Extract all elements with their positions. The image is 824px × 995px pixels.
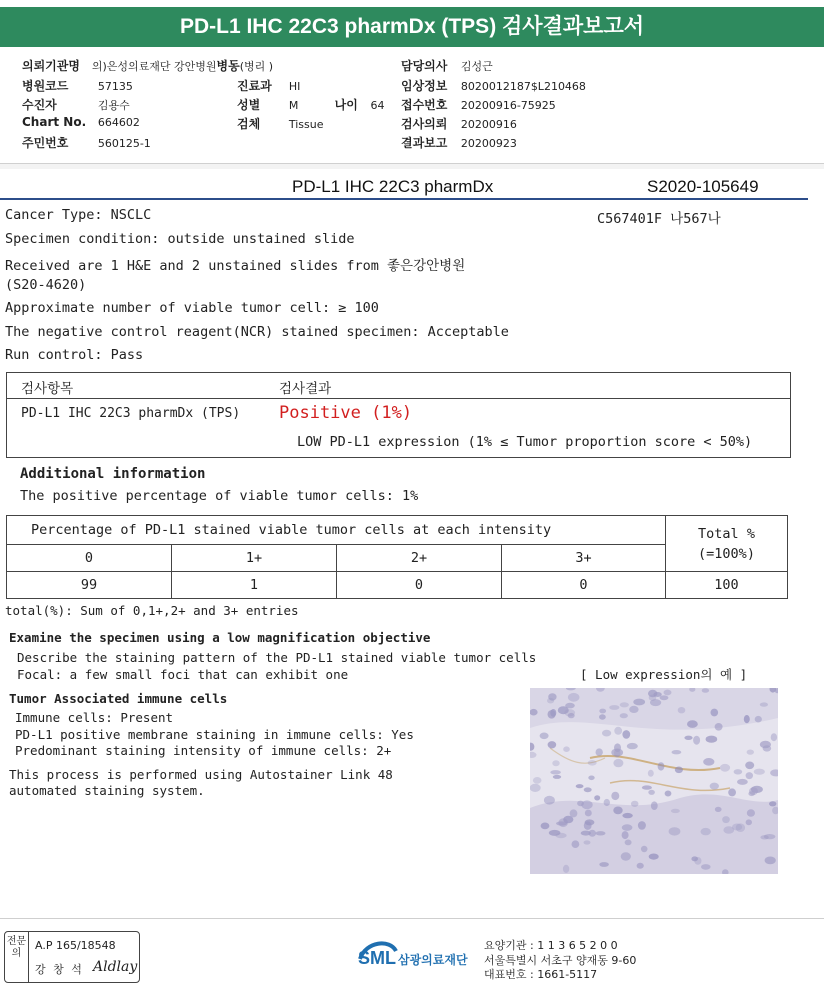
col-item-label: 검사항목 bbox=[21, 381, 74, 397]
interpretation: LOW PD-L1 expression (1% ≤ Tumor proportion score < 50%) bbox=[297, 434, 753, 450]
cell-nucleus bbox=[701, 864, 711, 870]
sex-label: 성별 bbox=[237, 98, 261, 112]
resident-label: 주민번호 bbox=[22, 136, 69, 150]
viable-tumor-cells: Approximate number of viable tumor cell: ≥ 100 bbox=[5, 300, 379, 316]
cell-nucleus bbox=[584, 840, 591, 844]
chart-value: 664602 bbox=[97, 116, 140, 129]
cell-nucleus bbox=[684, 736, 692, 740]
cell-nucleus bbox=[651, 801, 658, 810]
cell-nucleus bbox=[734, 769, 743, 774]
org-name: 삼광의료재단 bbox=[398, 953, 468, 967]
test-item: PD-L1 IHC 22C3 pharmDx (TPS) bbox=[21, 406, 241, 421]
cell-nucleus bbox=[769, 801, 776, 806]
cell-nucleus bbox=[701, 828, 711, 835]
intensity-col-3: 3+ bbox=[502, 545, 666, 572]
cell-nucleus bbox=[715, 723, 723, 731]
receipt-label: 접수번호 bbox=[401, 98, 448, 112]
cell-nucleus bbox=[702, 688, 709, 693]
cell-nucleus bbox=[745, 762, 754, 770]
cell-nucleus bbox=[530, 784, 541, 792]
cell-nucleus bbox=[558, 818, 568, 827]
cell-nucleus bbox=[642, 785, 652, 789]
cell-nucleus bbox=[599, 862, 609, 867]
cell-nucleus bbox=[550, 709, 556, 717]
title-underline bbox=[0, 198, 808, 200]
result-date-label: 결과보고 bbox=[401, 136, 448, 150]
cell-nucleus bbox=[588, 760, 597, 766]
cell-nucleus bbox=[596, 748, 603, 756]
sig-side-label: 전문의 bbox=[5, 932, 29, 982]
col-result-label: 검사결과 bbox=[279, 381, 332, 397]
total-header-line2: (=100%) bbox=[698, 545, 755, 562]
cell-nucleus bbox=[550, 770, 561, 774]
cell-nucleus bbox=[728, 788, 736, 796]
cell-nucleus bbox=[622, 730, 630, 739]
cell-nucleus bbox=[584, 787, 592, 792]
specimen-row bbox=[237, 115, 323, 132]
cell-nucleus bbox=[627, 743, 638, 749]
cell-nucleus bbox=[544, 796, 555, 805]
intensity-value-3: 0 bbox=[502, 572, 666, 599]
doctor-name: 강 창 석 bbox=[35, 963, 84, 976]
micrograph-image bbox=[530, 688, 778, 874]
accession-number: S2020-105649 bbox=[647, 177, 759, 196]
cell-nucleus bbox=[568, 693, 580, 702]
cell-nucleus bbox=[572, 840, 580, 848]
institution-label: 의뢰기관명 bbox=[22, 59, 80, 73]
care-institution: 요양기관 : 1 1 3 6 5 2 0 0 bbox=[484, 939, 618, 952]
footer-divider bbox=[0, 918, 824, 919]
cell-nucleus bbox=[631, 801, 639, 807]
request-label: 검사의뢰 bbox=[401, 117, 448, 131]
cell-nucleus bbox=[747, 750, 754, 755]
cell-nucleus bbox=[599, 709, 606, 714]
dept-row bbox=[237, 77, 300, 94]
cell-nucleus bbox=[563, 865, 569, 873]
cell-nucleus bbox=[564, 709, 575, 716]
additional-heading: Additional information bbox=[20, 466, 206, 482]
additional-line: The positive percentage of viable tumor cells: 1% bbox=[20, 488, 419, 504]
cell-nucleus bbox=[693, 736, 700, 745]
cell-nucleus bbox=[629, 706, 638, 713]
doctor-label: 담당의사 bbox=[401, 59, 448, 73]
cell-nucleus bbox=[672, 750, 682, 754]
cell-nucleus bbox=[620, 713, 628, 718]
cell-nucleus bbox=[638, 821, 646, 830]
table-note: total(%): Sum of 0,1+,2+ and 3+ entries bbox=[5, 603, 299, 618]
cell-nucleus bbox=[622, 813, 632, 818]
process-line-1: This process is performed using Autostainer Link 48 bbox=[9, 767, 393, 782]
cell-nucleus bbox=[621, 852, 631, 860]
header-divider bbox=[0, 163, 824, 169]
cell-nucleus bbox=[594, 795, 600, 800]
cell-nucleus bbox=[671, 809, 680, 813]
cell-nucleus bbox=[660, 695, 669, 700]
intensity-col-1: 1+ bbox=[172, 545, 337, 572]
cell-nucleus bbox=[669, 827, 681, 835]
request-value: 20200916 bbox=[460, 118, 517, 131]
image-caption: [ Low expression의 예 ] bbox=[580, 667, 748, 682]
cell-nucleus bbox=[547, 698, 554, 704]
hospital-code-value: 57135 bbox=[97, 80, 133, 93]
received-slides: Received are 1 H&E and 2 unstained slides from 좋은강안병원 bbox=[5, 258, 466, 274]
cell-nucleus bbox=[622, 831, 629, 839]
cell-nucleus bbox=[541, 823, 550, 830]
cell-nucleus bbox=[664, 690, 672, 696]
doctor-row bbox=[401, 57, 493, 74]
sml-logo bbox=[356, 937, 468, 973]
cell-nucleus bbox=[549, 830, 561, 836]
cell-nucleus bbox=[710, 783, 719, 790]
micrograph-svg bbox=[530, 688, 778, 874]
intensity-table bbox=[6, 515, 788, 599]
clinical-row bbox=[401, 77, 586, 94]
total-header bbox=[666, 516, 788, 572]
cell-nucleus bbox=[611, 792, 619, 800]
logo-text: SML bbox=[358, 948, 396, 968]
intensity-col-0: 0 bbox=[7, 545, 172, 572]
age-value: 64 bbox=[370, 99, 385, 112]
run-control: Run control: Pass bbox=[5, 347, 144, 363]
cell-nucleus bbox=[613, 807, 622, 815]
dept-label: 진료과 bbox=[237, 79, 272, 93]
intensity-caption: Percentage of PD-L1 stained viable tumor cells at each intensity bbox=[7, 516, 666, 545]
examine-line-2: Focal: a few small foci that can exhibit one bbox=[17, 667, 349, 682]
cell-nucleus bbox=[540, 733, 549, 740]
institution-row bbox=[22, 57, 273, 74]
cell-nucleus bbox=[570, 809, 578, 817]
cell-nucleus bbox=[622, 824, 633, 831]
cell-nucleus bbox=[771, 733, 777, 741]
immune-line-3: Predominant staining intensity of immune cells: 2+ bbox=[15, 743, 392, 758]
cell-nucleus bbox=[602, 730, 611, 737]
process-line-2: automated staining system. bbox=[9, 783, 205, 798]
cell-nucleus bbox=[703, 758, 714, 766]
specimen-value: Tissue bbox=[288, 118, 324, 131]
cell-nucleus bbox=[548, 741, 557, 748]
report-title: PD-L1 IHC 22C3 pharmDx (TPS) 검사결과보고서 bbox=[0, 7, 824, 47]
cell-nucleus bbox=[694, 857, 701, 865]
cell-nucleus bbox=[648, 770, 654, 777]
cell-nucleus bbox=[625, 840, 632, 846]
clinical-value: 8020012187$L210468 bbox=[460, 80, 586, 93]
specimen-label: 검체 bbox=[237, 117, 261, 131]
cell-nucleus bbox=[648, 790, 655, 795]
examine-heading: Examine the specimen using a low magnification objective bbox=[9, 630, 431, 645]
cell-nucleus bbox=[678, 707, 686, 713]
result-date-row bbox=[401, 134, 517, 151]
cell-nucleus bbox=[665, 791, 672, 797]
patient-row bbox=[22, 96, 130, 113]
cell-nucleus bbox=[764, 834, 776, 839]
intensity-value-0: 99 bbox=[7, 572, 172, 599]
doctor-value: 김성근 bbox=[460, 60, 493, 73]
dept-value: HI bbox=[288, 80, 301, 93]
ward-value: (병리 ) bbox=[239, 60, 274, 73]
cell-nucleus bbox=[648, 690, 657, 698]
cell-nucleus bbox=[637, 863, 644, 869]
intensity-value-1: 1 bbox=[172, 572, 337, 599]
cell-nucleus bbox=[760, 702, 768, 706]
hospital-code-label: 병원코드 bbox=[22, 79, 69, 93]
cell-nucleus bbox=[588, 776, 594, 781]
cell-nucleus bbox=[552, 760, 559, 766]
clinical-label: 임상정보 bbox=[401, 79, 448, 93]
cell-nucleus bbox=[747, 809, 755, 817]
specimen-condition: Specimen condition: outside unstained slide bbox=[5, 231, 355, 247]
cell-nucleus bbox=[641, 846, 648, 852]
cell-nucleus bbox=[649, 854, 659, 860]
cell-nucleus bbox=[633, 699, 645, 706]
signature: Aldlay bbox=[93, 959, 138, 975]
result-box bbox=[6, 372, 791, 458]
total-header-line1: Total % bbox=[698, 525, 755, 542]
cell-nucleus bbox=[744, 715, 750, 723]
cell-nucleus bbox=[563, 746, 570, 752]
immune-line-2: PD-L1 positive membrane staining in immune cells: Yes bbox=[15, 727, 414, 742]
cell-nucleus bbox=[576, 784, 584, 788]
ward-label: 병동 bbox=[216, 59, 240, 73]
cell-nucleus bbox=[755, 716, 762, 723]
cell-nucleus bbox=[754, 769, 765, 775]
cell-nucleus bbox=[749, 787, 758, 795]
test-result: Positive (1%) bbox=[279, 403, 413, 423]
examine-line-1: Describe the staining pattern of the PD-L1 stained viable tumor cells bbox=[17, 650, 537, 665]
cell-nucleus bbox=[658, 762, 665, 770]
intensity-col-2: 2+ bbox=[337, 545, 502, 572]
cell-nucleus bbox=[611, 749, 623, 757]
cell-nucleus bbox=[711, 709, 719, 717]
cell-nucleus bbox=[746, 772, 753, 779]
immune-line-1: Immune cells: Present bbox=[15, 710, 174, 725]
cell-nucleus bbox=[553, 775, 561, 779]
receipt-value: 20200916-75925 bbox=[460, 99, 556, 112]
cell-nucleus bbox=[675, 767, 683, 774]
patient-value: 김용수 bbox=[97, 99, 130, 112]
cell-nucleus bbox=[620, 702, 629, 707]
cell-nucleus bbox=[596, 831, 606, 835]
cell-nucleus bbox=[687, 720, 698, 728]
block-code: C567401F 나567나 bbox=[597, 211, 721, 227]
cell-nucleus bbox=[581, 831, 591, 836]
sex-row bbox=[237, 96, 384, 113]
patient-label: 수진자 bbox=[22, 98, 57, 112]
cell-nucleus bbox=[613, 759, 623, 767]
sex-value: M bbox=[288, 99, 299, 112]
cell-nucleus bbox=[604, 799, 610, 806]
cell-nucleus bbox=[760, 741, 771, 748]
cell-nucleus bbox=[746, 819, 752, 825]
result-box-header bbox=[7, 373, 790, 399]
cell-nucleus bbox=[722, 816, 730, 823]
license-number: A.P 165/18548 bbox=[35, 939, 116, 952]
cell-nucleus bbox=[737, 779, 748, 785]
reference-number: (S20-4620) bbox=[5, 277, 87, 293]
intensity-total: 100 bbox=[666, 572, 788, 599]
cell-nucleus bbox=[585, 810, 592, 817]
signature-box bbox=[4, 931, 140, 983]
cell-nucleus bbox=[723, 826, 734, 833]
resident-row bbox=[22, 134, 151, 151]
receipt-row bbox=[401, 96, 556, 113]
cell-nucleus bbox=[599, 714, 606, 719]
resident-value: 560125-1 bbox=[97, 137, 151, 150]
cell-nucleus bbox=[609, 705, 619, 710]
cell-nucleus bbox=[533, 777, 542, 784]
phone: 대표번호 : 1661-5117 bbox=[484, 968, 598, 981]
cell-nucleus bbox=[585, 819, 595, 825]
ncr-result: The negative control reagent(NCR) stained specimen: Acceptable bbox=[5, 324, 509, 340]
cell-nucleus bbox=[765, 857, 776, 865]
hospital-code-row bbox=[22, 77, 133, 94]
cell-nucleus bbox=[614, 727, 622, 735]
cell-nucleus bbox=[577, 801, 584, 807]
intensity-value-2: 0 bbox=[337, 572, 502, 599]
immune-heading: Tumor Associated immune cells bbox=[9, 691, 228, 706]
cell-nucleus bbox=[706, 736, 718, 743]
age-label: 나이 bbox=[334, 98, 358, 112]
request-row bbox=[401, 115, 517, 132]
result-date-value: 20200923 bbox=[460, 137, 517, 150]
test-title: PD-L1 IHC 22C3 pharmDx bbox=[292, 177, 494, 196]
institution-value: 의)은성의료재단 강안병원 bbox=[91, 60, 217, 73]
chart-label: Chart No. bbox=[22, 115, 87, 129]
address: 서울특별시 서초구 양재동 9-60 bbox=[484, 954, 637, 967]
chart-row bbox=[22, 115, 140, 129]
cancer-type: Cancer Type: NSCLC bbox=[5, 207, 152, 223]
cell-nucleus bbox=[720, 764, 730, 772]
cell-nucleus bbox=[715, 807, 722, 812]
